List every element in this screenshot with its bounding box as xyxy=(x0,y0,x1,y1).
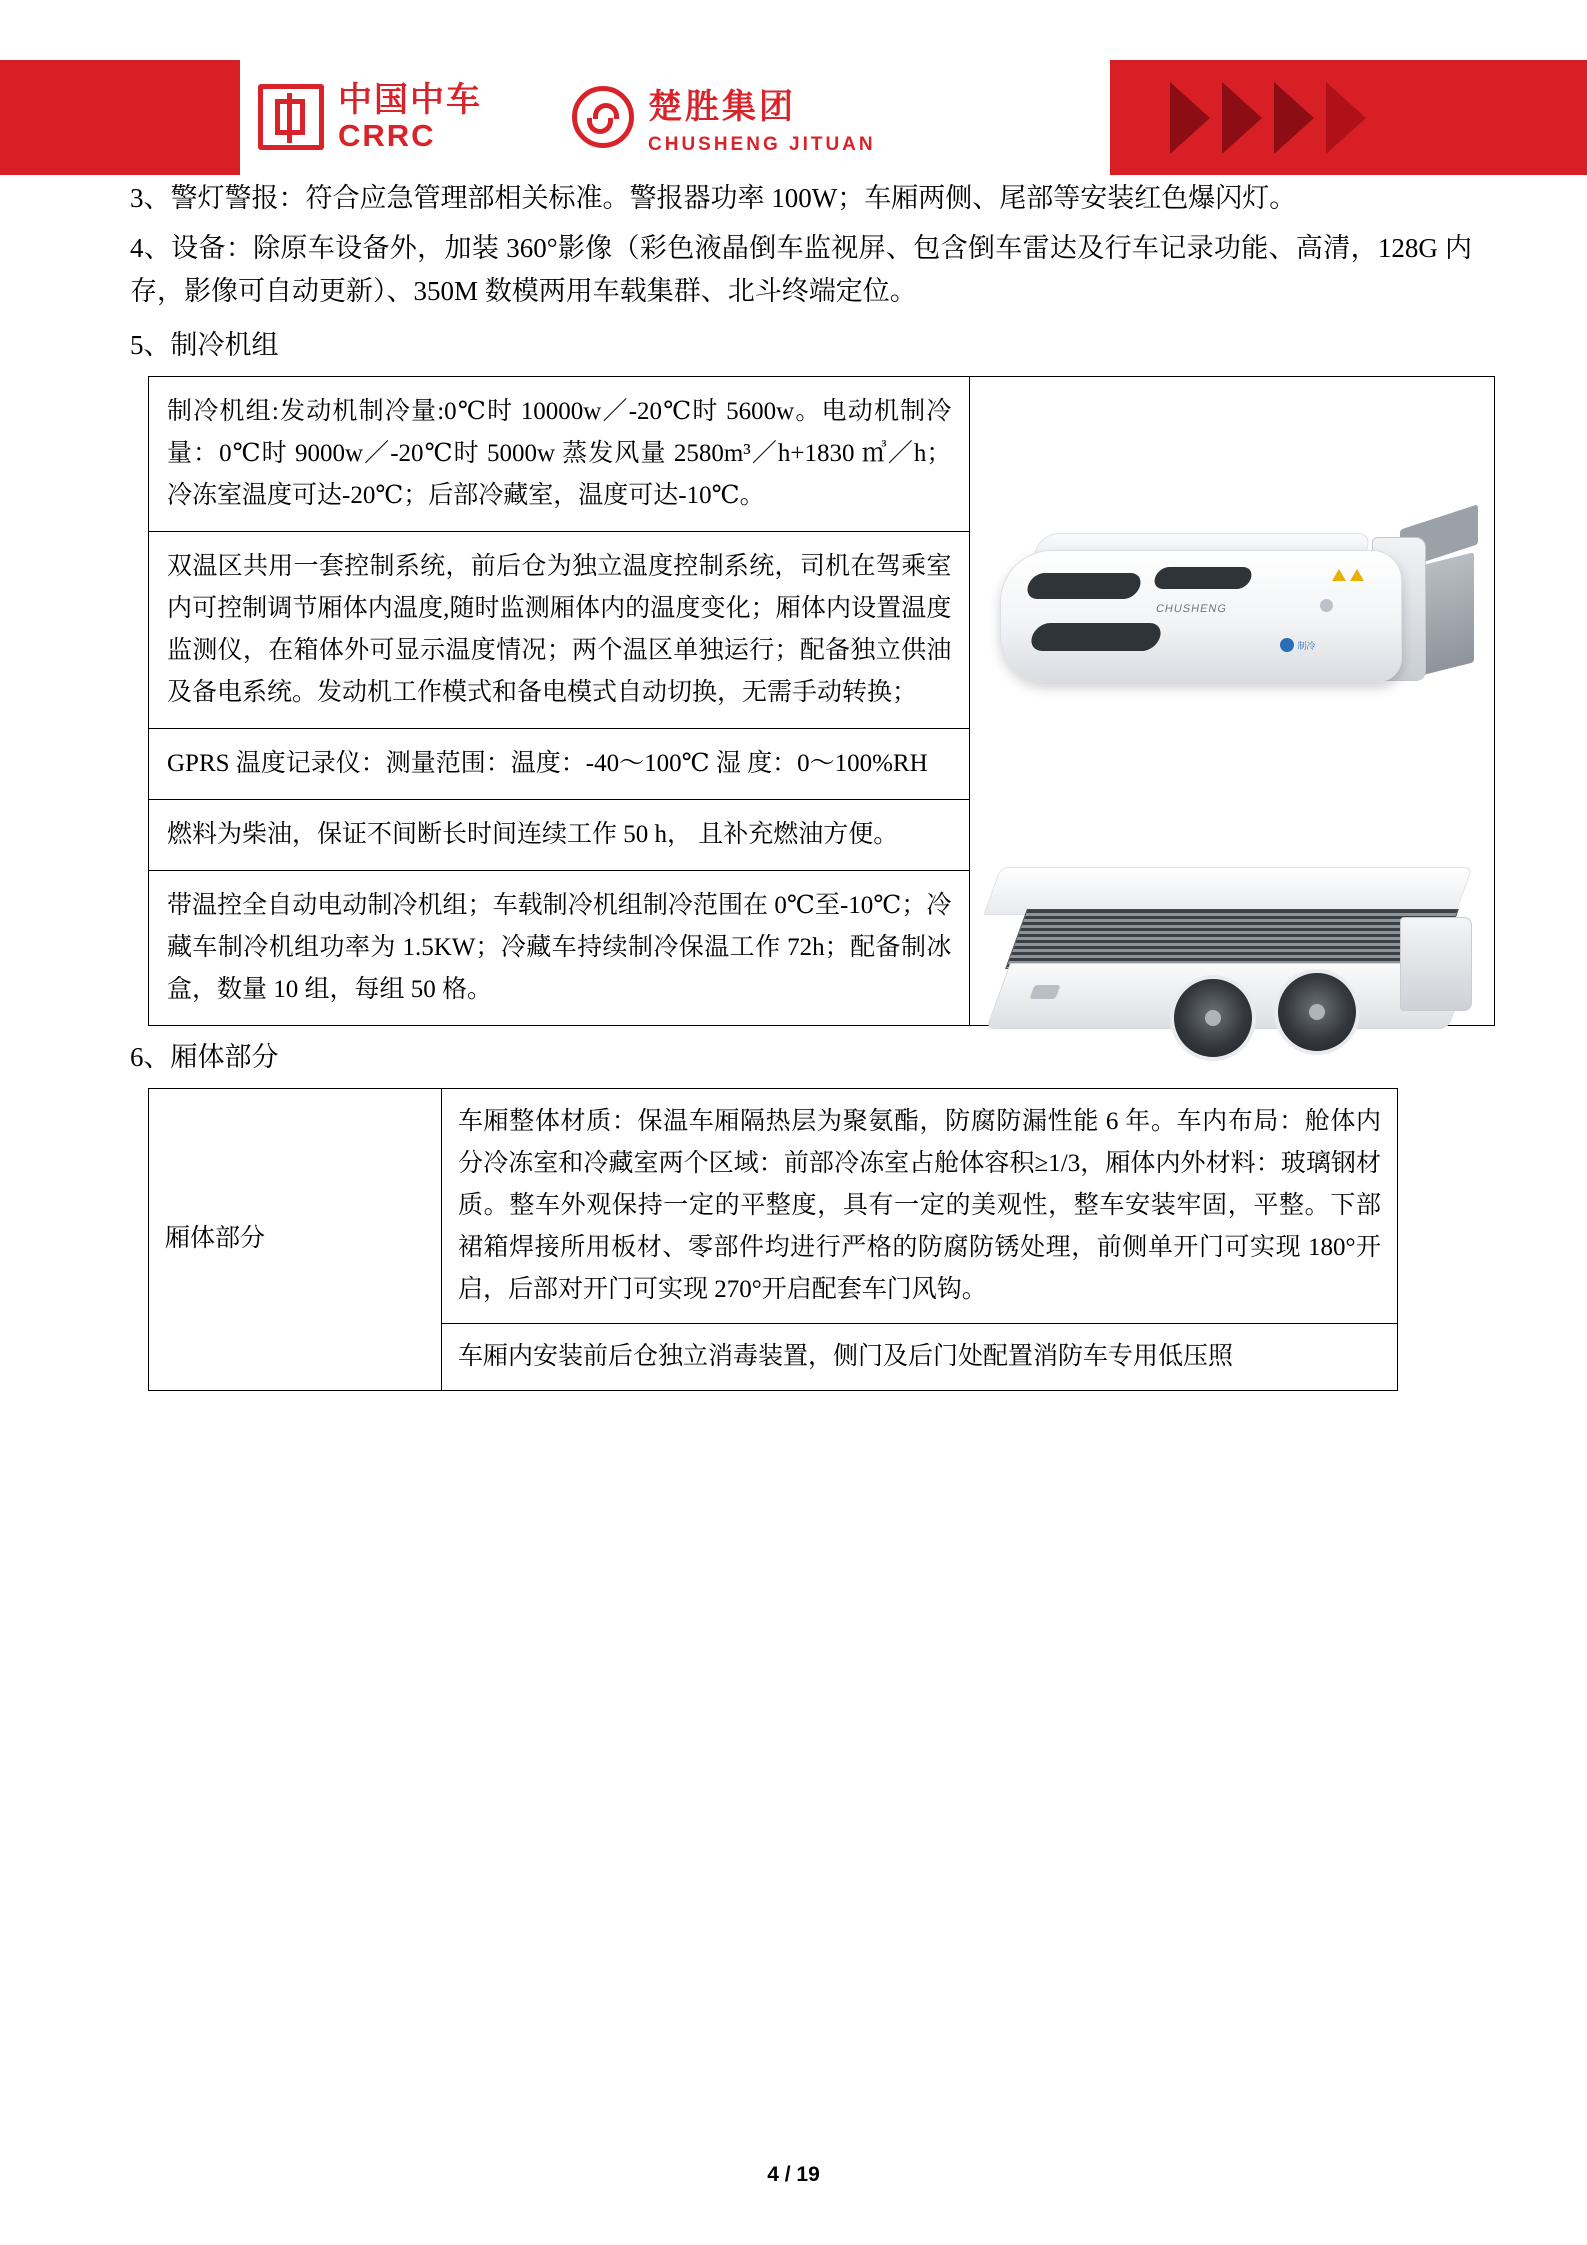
chusheng-logo-text xyxy=(648,79,876,156)
cooling-unit-table xyxy=(148,376,1495,1026)
table-row: GPRS 温度记录仪：测量范围：温度：-40～100℃ 湿 度：0～100%RH xyxy=(149,729,969,800)
unit-badge: 制冷 xyxy=(1280,638,1315,652)
unit-vent-icon xyxy=(1152,567,1254,589)
paragraph-item-4: 4、设备：除原车设备外，加装 360°影像（彩色液晶倒车监视屏、包含倒车雷达及行车记录功能、高清，128G 内存，影像可自动更新）、350M 数模两用车载集群、北斗终端定位。 xyxy=(130,232,1472,307)
evaporator-end-cap xyxy=(1400,917,1472,1011)
cabin-row-text: 车厢内安装前后仓独立消毒装置，侧门及后门处配置消防车专用低压照 xyxy=(442,1323,1398,1390)
unit-vent-icon xyxy=(1028,623,1164,651)
chevron-icon xyxy=(1274,82,1314,154)
chusheng-logo-cn: 楚胜集团 xyxy=(648,87,796,126)
crrc-logo-en: CRRC xyxy=(338,118,436,153)
cooling-unit-block xyxy=(0,376,1587,1026)
chusheng-logo xyxy=(572,78,876,156)
table-row: 带温控全自动电动制冷机组；车载制冷机组制冷范围在 0℃至-10℃；冷藏车制冷机组功率为 1.5KW；冷藏车持续制冷保温工作 72h；配备制冰盒，数量 10 组，每组 50 格。 xyxy=(167,891,952,1003)
cabin-row-text: 车厢整体材质：保温车厢隔热层为聚氨酯，防腐防漏性能 6 年。车内布局：舱体内分冷冻室和冷藏室两个区域：前部冷冻室占舱体容积≥1/3，厢体内外材料：玻璃钢材质。整车外观保持一定的平整度，具有一定的美观性，整车安装牢固，平整。下部裙箱焊接所用板材、零部件均进行严格的防腐防锈处理，前侧单开门可实现 180°开启，后部对开门可实现 270°开启配套车门风钩。 xyxy=(442,1088,1398,1323)
crrc-logo-icon xyxy=(258,84,324,150)
unit-vent-icon xyxy=(1025,573,1144,599)
crrc-logo-cn: 中国中车 xyxy=(338,81,482,119)
crrc-logo xyxy=(258,78,482,156)
fan-icon xyxy=(1274,969,1360,1055)
logo-divider xyxy=(545,80,547,154)
chevron-icon xyxy=(1222,82,1262,154)
table-row: 制冷机组:发动机制冷量:0℃时 10000w／-20℃时 5600w。电动机制冷量：0℃时 9000w／-20℃时 5000w 蒸发风量 2580m³／h+1830 ㎥／h；冷冻室温度可达-20℃；后部冷藏室，温度可达-10℃。 xyxy=(149,377,969,532)
table-row: 双温区共用一套控制系统，前后仓为独立温度控制系统，司机在驾乘室内可控制调节厢体内温度,随时监测厢体内的温度变化；厢体内设置温度监测仪，在箱体外可显示温度情况；两个温区单独运行；配备独立供油及备电系统。发动机工作模式和备电模式自动切换，无需手动转换； xyxy=(149,532,969,729)
warning-triangle-icon xyxy=(1332,569,1346,581)
chevron-icon xyxy=(1326,82,1366,154)
table-row xyxy=(149,1088,1398,1323)
section-heading-cabin: 6、厢体部分 xyxy=(130,1041,279,1072)
crrc-logo-text xyxy=(338,83,482,151)
chusheng-logo-en: CHUSHENG JITUAN xyxy=(648,133,876,155)
paragraph-item-3: 3、警灯警报：符合应急管理部相关标准。警报器功率 100W；车厢两侧、尾部等安装红色爆闪灯。 xyxy=(130,183,1297,213)
header-band-left xyxy=(0,60,240,175)
evaporator-grille-icon xyxy=(1005,909,1459,969)
chevron-icon xyxy=(1170,82,1210,154)
document-body xyxy=(0,177,1587,1391)
cooling-unit-spec-column xyxy=(149,377,970,1025)
chevron-decoration xyxy=(1170,82,1430,154)
page-header xyxy=(0,0,1587,177)
cooling-unit-image-column xyxy=(970,377,1494,1025)
cabin-table xyxy=(148,1088,1398,1391)
page-footer: 4 / 19 xyxy=(767,2163,820,2186)
unit-brand-text: CHUSHENG xyxy=(1155,602,1229,615)
ceiling-evaporator-unit-photo xyxy=(974,857,1486,1087)
warning-triangle-icon xyxy=(1350,569,1364,581)
table-row: 燃料为柴油，保证不间断长时间连续工作 50 h， 且补充燃油方便。 xyxy=(149,800,969,871)
chusheng-logo-icon xyxy=(572,86,634,148)
cabin-block xyxy=(0,1088,1587,1391)
cabin-row-label: 厢体部分 xyxy=(149,1088,442,1390)
roof-condenser-unit-photo xyxy=(980,495,1480,745)
fan-icon xyxy=(1170,975,1256,1061)
evaporator-top-panel xyxy=(984,867,1473,915)
section-heading-cooling-unit: 5、制冷机组 xyxy=(130,330,279,361)
